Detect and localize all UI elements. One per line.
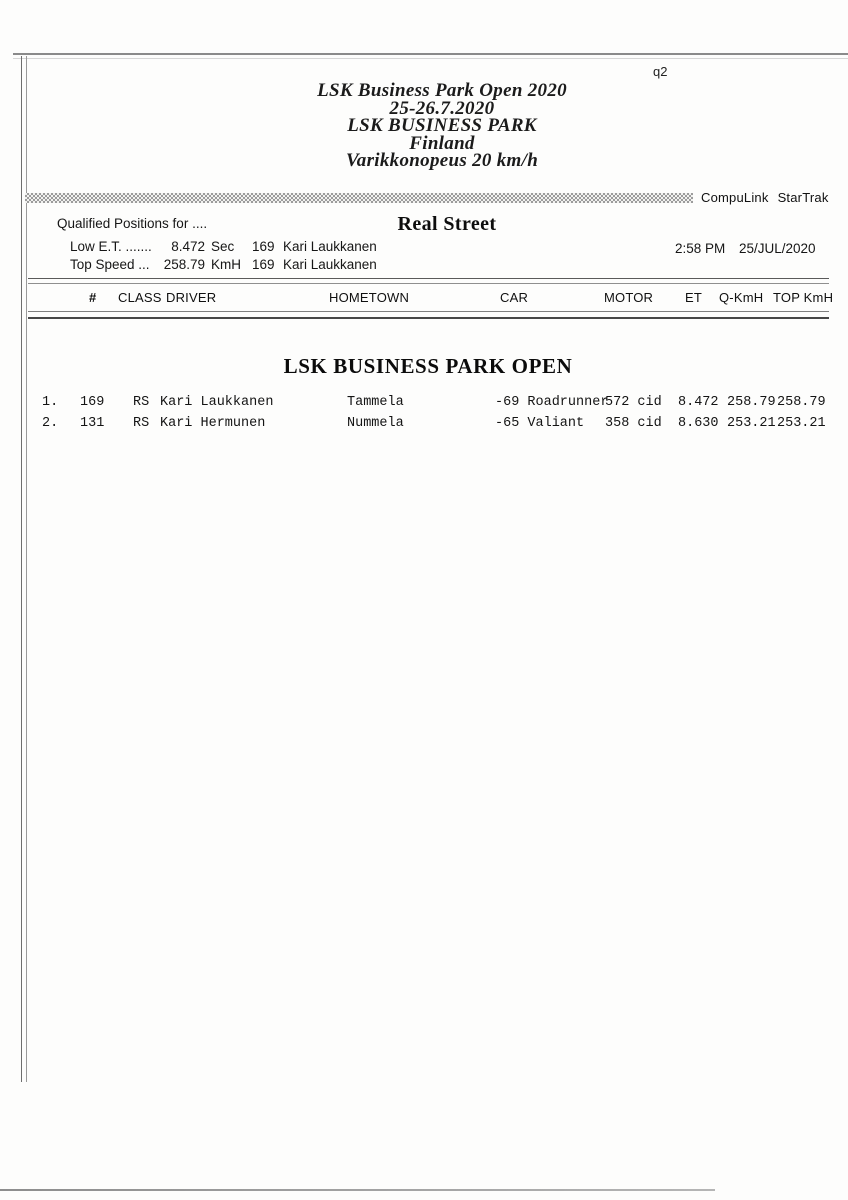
row-hometown: Tammela [347,395,404,410]
brand-label [701,190,829,205]
event-venue: LSK BUSINESS PARK [347,115,537,137]
row-hometown: Nummela [347,416,404,431]
low-et-unit: Sec [211,239,235,254]
low-et-driver: Kari Laukkanen [283,239,377,254]
row-motor: 358 cid [605,416,662,431]
low-et-label: Low E.T. ....... [70,239,152,254]
low-et-value: 8.472 [171,239,205,254]
event-dates: 25-26.7.2020 [389,97,495,119]
event-country: Finland [409,132,475,154]
event-title: LSK Business Park Open 2020 [317,80,567,101]
row-driver: Kari Laukkanen [160,395,274,410]
row-position: 1. [42,395,59,410]
top-speed-car-number: 169 [252,257,275,272]
section-title: LSK BUSINESS PARK OPEN [283,354,573,378]
page-label: q2 [653,64,668,79]
col-class: CLASS [118,290,162,305]
row-topkmh: 258.79 [777,395,826,410]
row-car: -69 Roadrunner [495,395,609,410]
class-title: Real Street [397,213,497,235]
row-qkmh: 253.21 [727,416,776,431]
top-speed-value: 258.79 [163,257,205,272]
row-qkmh: 258.79 [727,395,776,410]
row-class: RS [133,395,150,410]
print-date: 25/JUL/2020 [739,241,816,256]
row-class: RS [133,416,150,431]
table-rule-bottom [28,311,829,319]
row-topkmh: 253.21 [777,416,826,431]
row-car-number: 169 [80,395,105,410]
row-driver: Kari Hermunen [160,416,266,431]
table-header-row [0,290,848,306]
brand-startrak: StarTrak [777,190,829,205]
row-car: -65 Valiant [495,416,585,431]
low-et-car-number: 169 [252,239,275,254]
row-car-number: 131 [80,416,105,431]
row-position: 2. [42,416,59,431]
qualified-positions-label: Qualified Positions for .... [57,216,208,231]
col-car: CAR [500,290,529,305]
row-et: 8.630 [678,416,719,431]
table-row [0,395,848,411]
page-border-top [13,53,848,59]
top-speed-label: Top Speed ... [70,257,150,272]
col-motor: MOTOR [604,290,654,305]
page-border-bottom [0,1189,715,1191]
col-et: ET [685,290,703,305]
col-number: # [89,290,97,305]
table-row [0,416,848,432]
col-qkmh: Q-KmH [719,290,764,305]
col-hometown: HOMETOWN [329,290,410,305]
event-header [36,82,848,170]
col-driver: DRIVER [166,290,217,305]
event-note: Varikkonopeus 20 km/h [345,150,539,172]
row-motor: 572 cid [605,395,662,410]
page-border-left [21,56,27,1082]
brand-compulink: CompuLink [701,190,769,205]
print-time: 2:58 PM [675,241,726,256]
table-rule-top [28,278,829,284]
col-topkmh: TOP KmH [773,290,834,305]
top-speed-driver: Kari Laukkanen [283,257,377,272]
separator-band [25,193,693,203]
row-et: 8.472 [678,395,719,410]
top-speed-unit: KmH [211,257,241,272]
